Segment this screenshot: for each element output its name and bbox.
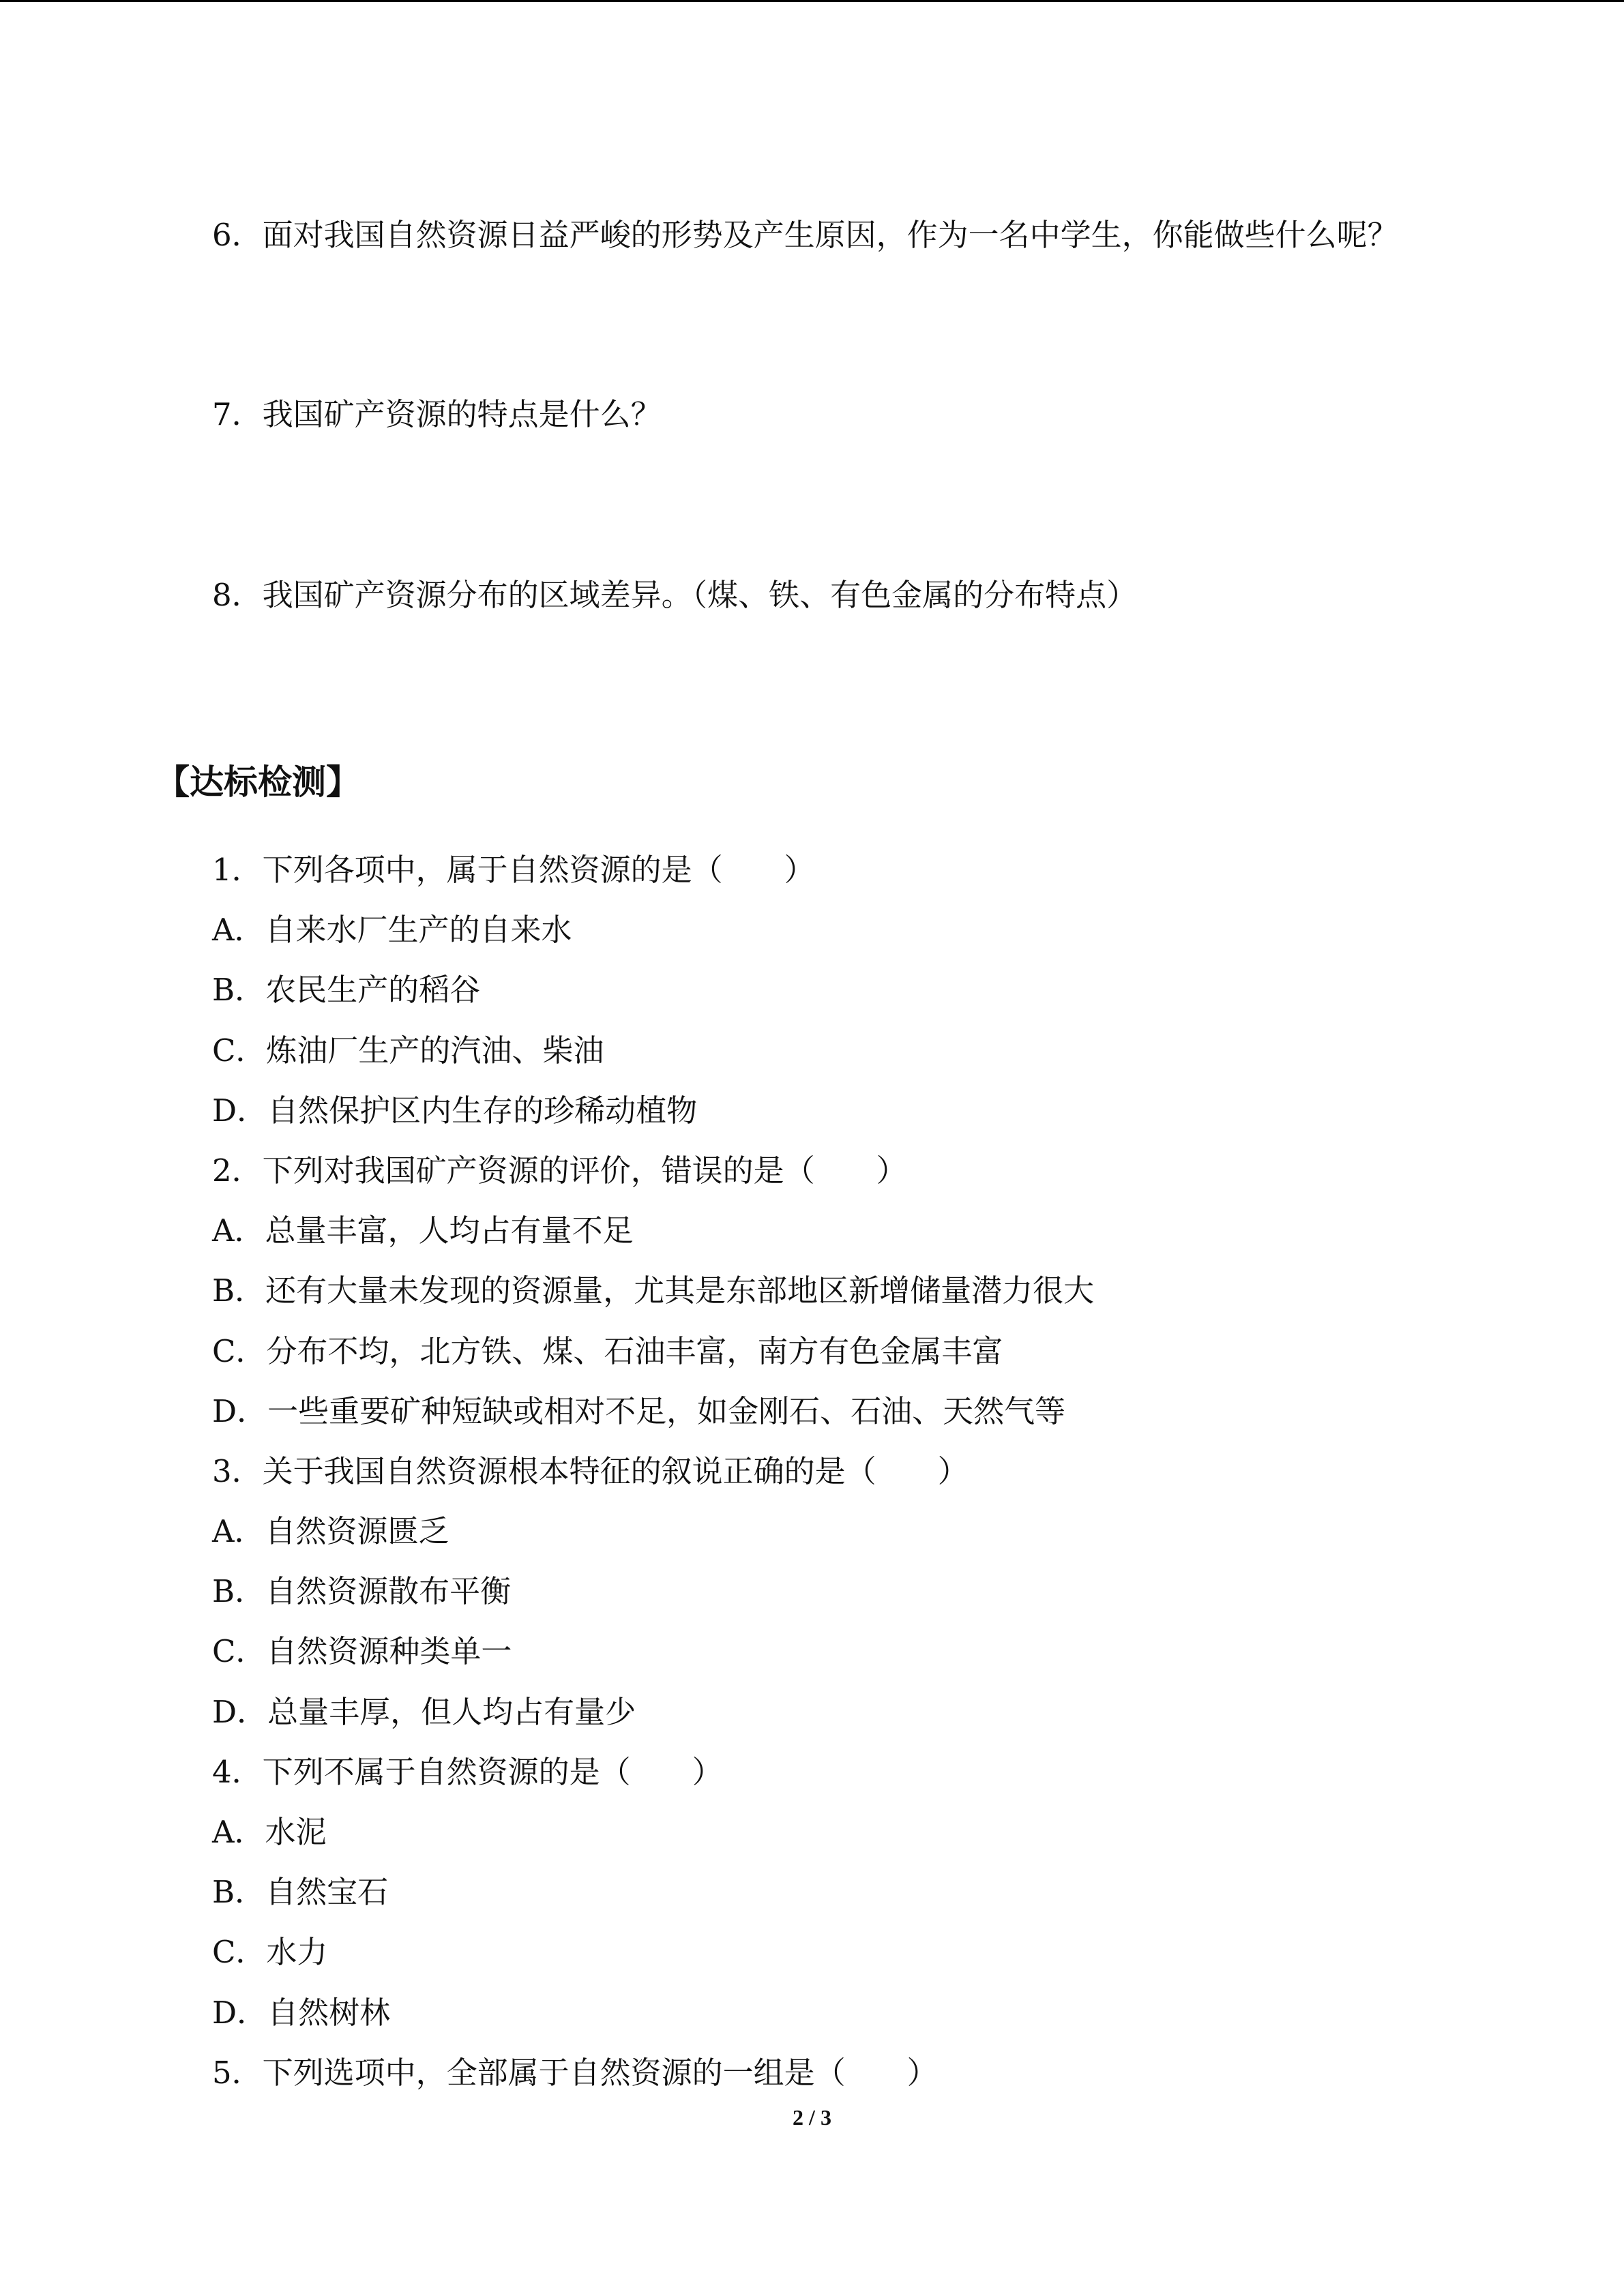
quiz-option: D．总量丰厚，但人均占有量少 [212,1693,636,1730]
quiz-option: C．自然资源种类单一 [212,1633,512,1670]
quiz-option: C．水力 [212,1934,328,1971]
quiz-question: 4．下列不属于自然资源的是（ ） [212,1753,723,1790]
question-6: 6．面对我国自然资源日益严峻的形势及产生原因，作为一名中学生，你能做些什么呢？ [212,217,1398,253]
quiz-question: 2．下列对我国矿产资源的评价，错误的是（ ） [212,1152,907,1189]
section-title: 【达标检测】 [156,762,360,802]
quiz-option: C．炼油厂生产的汽油、柴油 [212,1032,604,1069]
quiz-option: B．还有大量未发现的资源量，尤其是东部地区新增储量潜力很大 [212,1272,1095,1309]
quiz-option: D．自然树林 [212,1994,391,2031]
quiz-list [212,840,1094,2103]
quiz-question: 3．关于我国自然资源根本特征的叙说正确的是（ ） [212,1452,969,1489]
question-7: 7．我国矿产资源的特点是什么？ [212,396,662,432]
quiz-option: B．农民生产的稻谷 [212,972,481,1009]
page-number: 2 / 3 [793,2105,831,2130]
quiz-option: D．自然保护区内生存的珍稀动植物 [212,1092,698,1129]
quiz-question: 5．下列选项中，全部属于自然资源的一组是（ ） [212,2054,938,2091]
quiz-option: A．水泥 [212,1814,327,1850]
quiz-option: A．自来水厂生产的自来水 [212,912,572,949]
quiz-option: C．分布不均，北方铁、煤、石油丰富，南方有色金属丰富 [212,1332,1003,1369]
quiz-option: A．总量丰富，人均占有量不足 [212,1212,634,1249]
quiz-option: A．自然资源匮乏 [212,1513,449,1550]
quiz-option: B．自然宝石 [212,1874,389,1911]
top-border-line [0,0,1624,2]
quiz-question: 1．下列各项中，属于自然资源的是（ ） [212,852,815,888]
question-8: 8．我国矿产资源分布的区域差异。（煤、铁、有色金属的分布特点） [212,577,1138,613]
quiz-option: D．一些重要矿种短缺或相对不足，如金刚石、石油、天然气等 [212,1392,1066,1429]
quiz-option: B．自然资源散布平衡 [212,1573,512,1610]
